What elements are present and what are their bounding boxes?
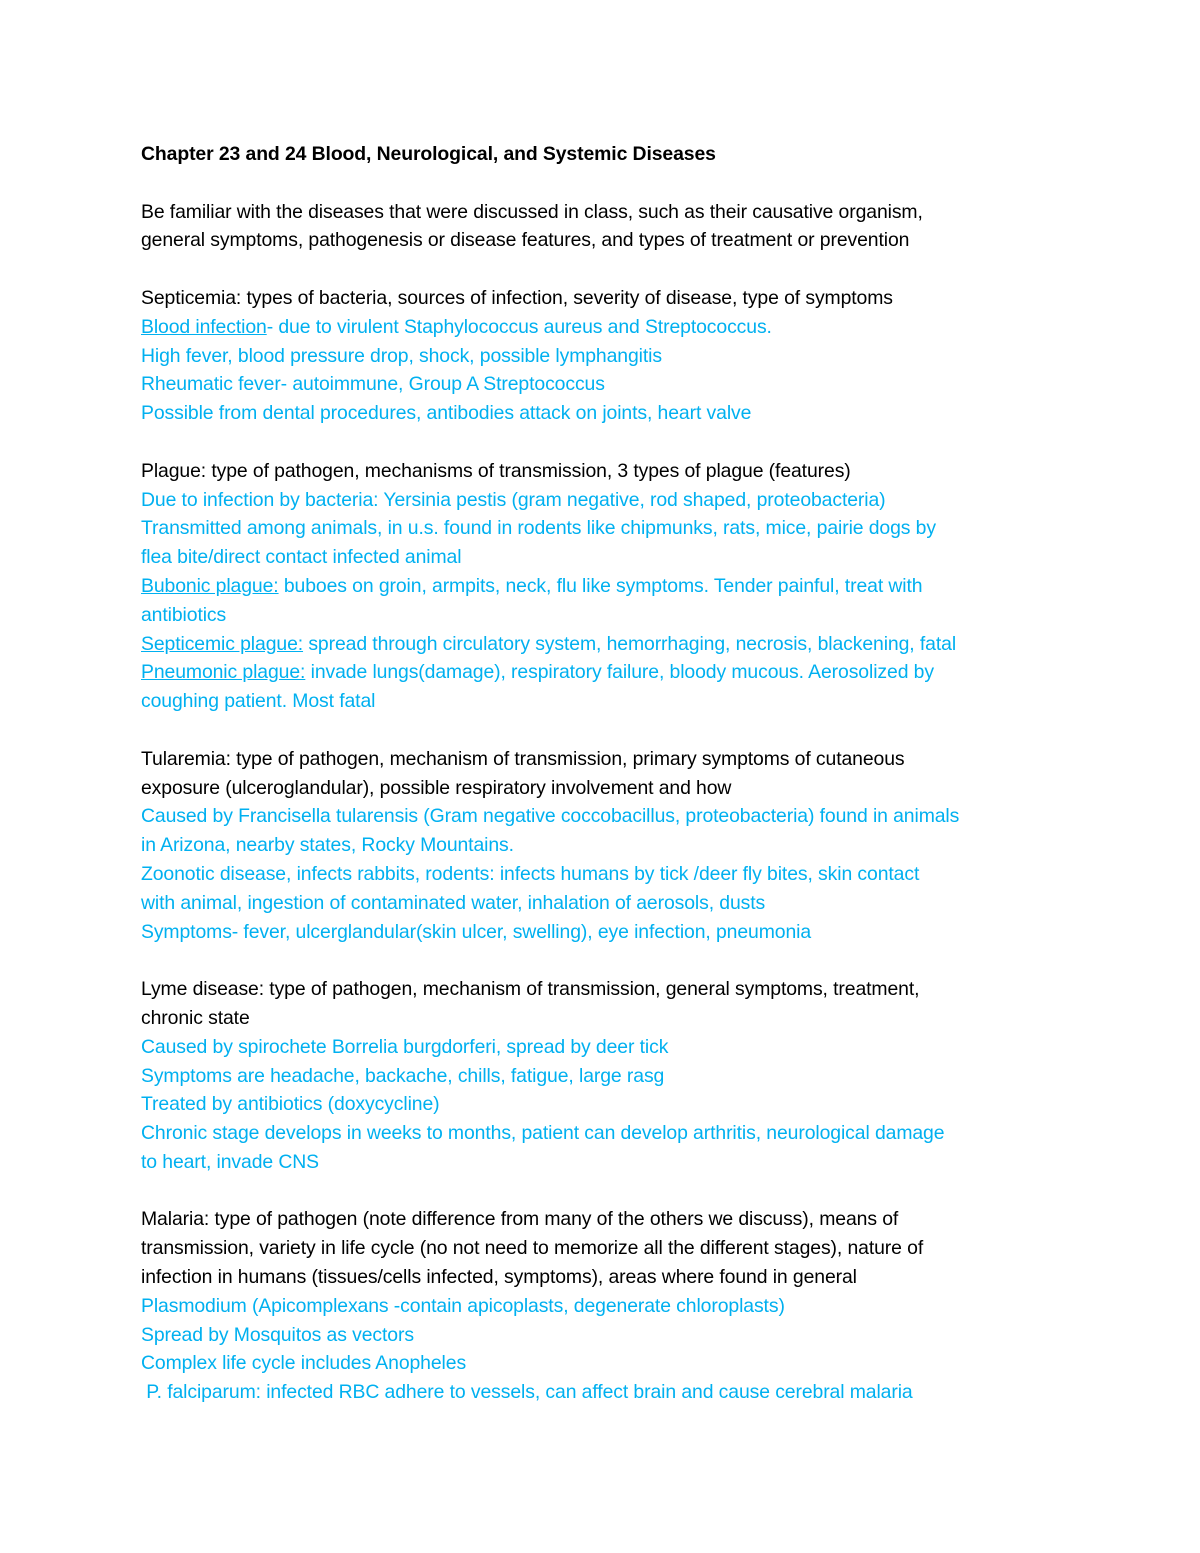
malaria-heading: transmission, variety in life cycle (no not need to memorize all the different stages), nature of <box>141 1237 924 1260</box>
spacer <box>141 1177 1100 1206</box>
plague-heading: Plague: type of pathogen, mechanisms of transmission, 3 types of plague (features) <box>141 459 851 482</box>
blood-infection-link[interactable]: Blood infection <box>141 315 267 338</box>
pneumonic-plague-term: Pneumonic plague: <box>141 661 306 684</box>
bubonic-plague-note <box>141 572 1100 601</box>
septicemia-note: High fever, blood pressure drop, shock, possible lymphangitis <box>141 344 662 367</box>
malaria-heading: infection in humans (tissues/cells infected, symptoms), areas where found in general <box>141 1266 857 1289</box>
tularemia-note: Symptoms- fever, ulcerglandular(skin ulcer, swelling), eye infection, pneumonia <box>141 920 812 943</box>
spacer <box>141 428 1100 457</box>
lyme-note: Treated by antibiotics (doxycycline) <box>141 1093 440 1116</box>
plague-note: Due to infection by bacteria: Yersinia pestis (gram negative, rod shaped, proteobacteria) <box>141 488 886 511</box>
septicemia-note <box>141 313 1100 342</box>
septicemia-heading: Septicemia: types of bacteria, sources of infection, severity of disease, type of symptoms <box>141 286 893 309</box>
note-text: spread through circulatory system, hemorrhaging, necrosis, blackening, fatal <box>303 632 957 655</box>
tularemia-heading: Tularemia: type of pathogen, mechanism of transmission, primary symptoms of cutaneous <box>141 747 905 770</box>
lyme-heading: Lyme disease: type of pathogen, mechanism of transmission, general symptoms, treatment, <box>141 978 920 1001</box>
tularemia-note: with animal, ingestion of contaminated water, inhalation of aerosols, dusts <box>141 891 766 914</box>
malaria-note: Complex life cycle includes Anopheles <box>141 1352 467 1375</box>
lyme-note: Symptoms are headache, backache, chills, fatigue, large rasg <box>141 1064 665 1087</box>
septicemic-plague-term: Septicemic plague: <box>141 632 304 655</box>
malaria-note: Spread by Mosquitos as vectors <box>141 1323 414 1346</box>
pneumonic-plague-note-cont: coughing patient. Most fatal <box>141 690 376 713</box>
intro-line: Be familiar with the diseases that were discussed in class, such as their causative organism, <box>141 200 923 223</box>
spacer <box>141 169 1100 198</box>
tularemia-note: Zoonotic disease, infects rabbits, rodents: infects humans by tick /deer fly bites, skin contact <box>141 862 920 885</box>
lyme-note: Chronic stage develops in weeks to months, patient can develop arthritis, neurological damage <box>141 1122 945 1145</box>
document-title: Chapter 23 and 24 Blood, Neurological, and Systemic Diseases <box>141 143 716 165</box>
tularemia-note: in Arizona, nearby states, Rocky Mountains. <box>141 834 514 857</box>
pneumonic-plague-note <box>141 658 1100 687</box>
intro-line: general symptoms, pathogenesis or disease features, and types of treatment or prevention <box>141 229 910 252</box>
malaria-note: P. falciparum: infected RBC adhere to vessels, can affect brain and cause cerebral malaria <box>141 1381 913 1404</box>
tularemia-heading: exposure (ulceroglandular), possible respiratory involvement and how <box>141 776 732 799</box>
note-text: invade lungs(damage), respiratory failure, bloody mucous. Aerosolized by <box>305 661 934 684</box>
plague-note: flea bite/direct contact infected animal <box>141 546 462 569</box>
lyme-heading: chronic state <box>141 1006 250 1029</box>
spacer <box>141 255 1100 284</box>
bubonic-plague-note-cont: antibiotics <box>141 603 227 626</box>
septicemia-note: Possible from dental procedures, antibodies attack on joints, heart valve <box>141 402 752 425</box>
bubonic-plague-term: Bubonic plague: <box>141 574 279 597</box>
plague-note: Transmitted among animals, in u.s. found in rodents like chipmunks, rats, mice, pairie dogs by <box>141 517 936 540</box>
note-text: - due to virulent Staphylococcus aureus and Streptococcus. <box>266 315 772 338</box>
lyme-note: Caused by spirochete Borrelia burgdorferi, spread by deer tick <box>141 1035 669 1058</box>
note-text: buboes on groin, armpits, neck, flu like symptoms. Tender painful, treat with <box>278 574 923 597</box>
tularemia-note: Caused by Francisella tularensis (Gram negative coccobacillus, proteobacteria) found in animals <box>141 805 960 828</box>
malaria-heading: Malaria: type of pathogen (note difference from many of the others we discuss), means of <box>141 1208 899 1231</box>
spacer <box>141 716 1100 745</box>
malaria-note: Plasmodium (Apicomplexans -contain apicoplasts, degenerate chloroplasts) <box>141 1294 785 1317</box>
septicemia-note: Rheumatic fever- autoimmune, Group A Streptococcus <box>141 373 605 396</box>
spacer <box>141 946 1100 975</box>
lyme-note: to heart, invade CNS <box>141 1150 319 1173</box>
septicemic-plague-note <box>141 630 1100 659</box>
